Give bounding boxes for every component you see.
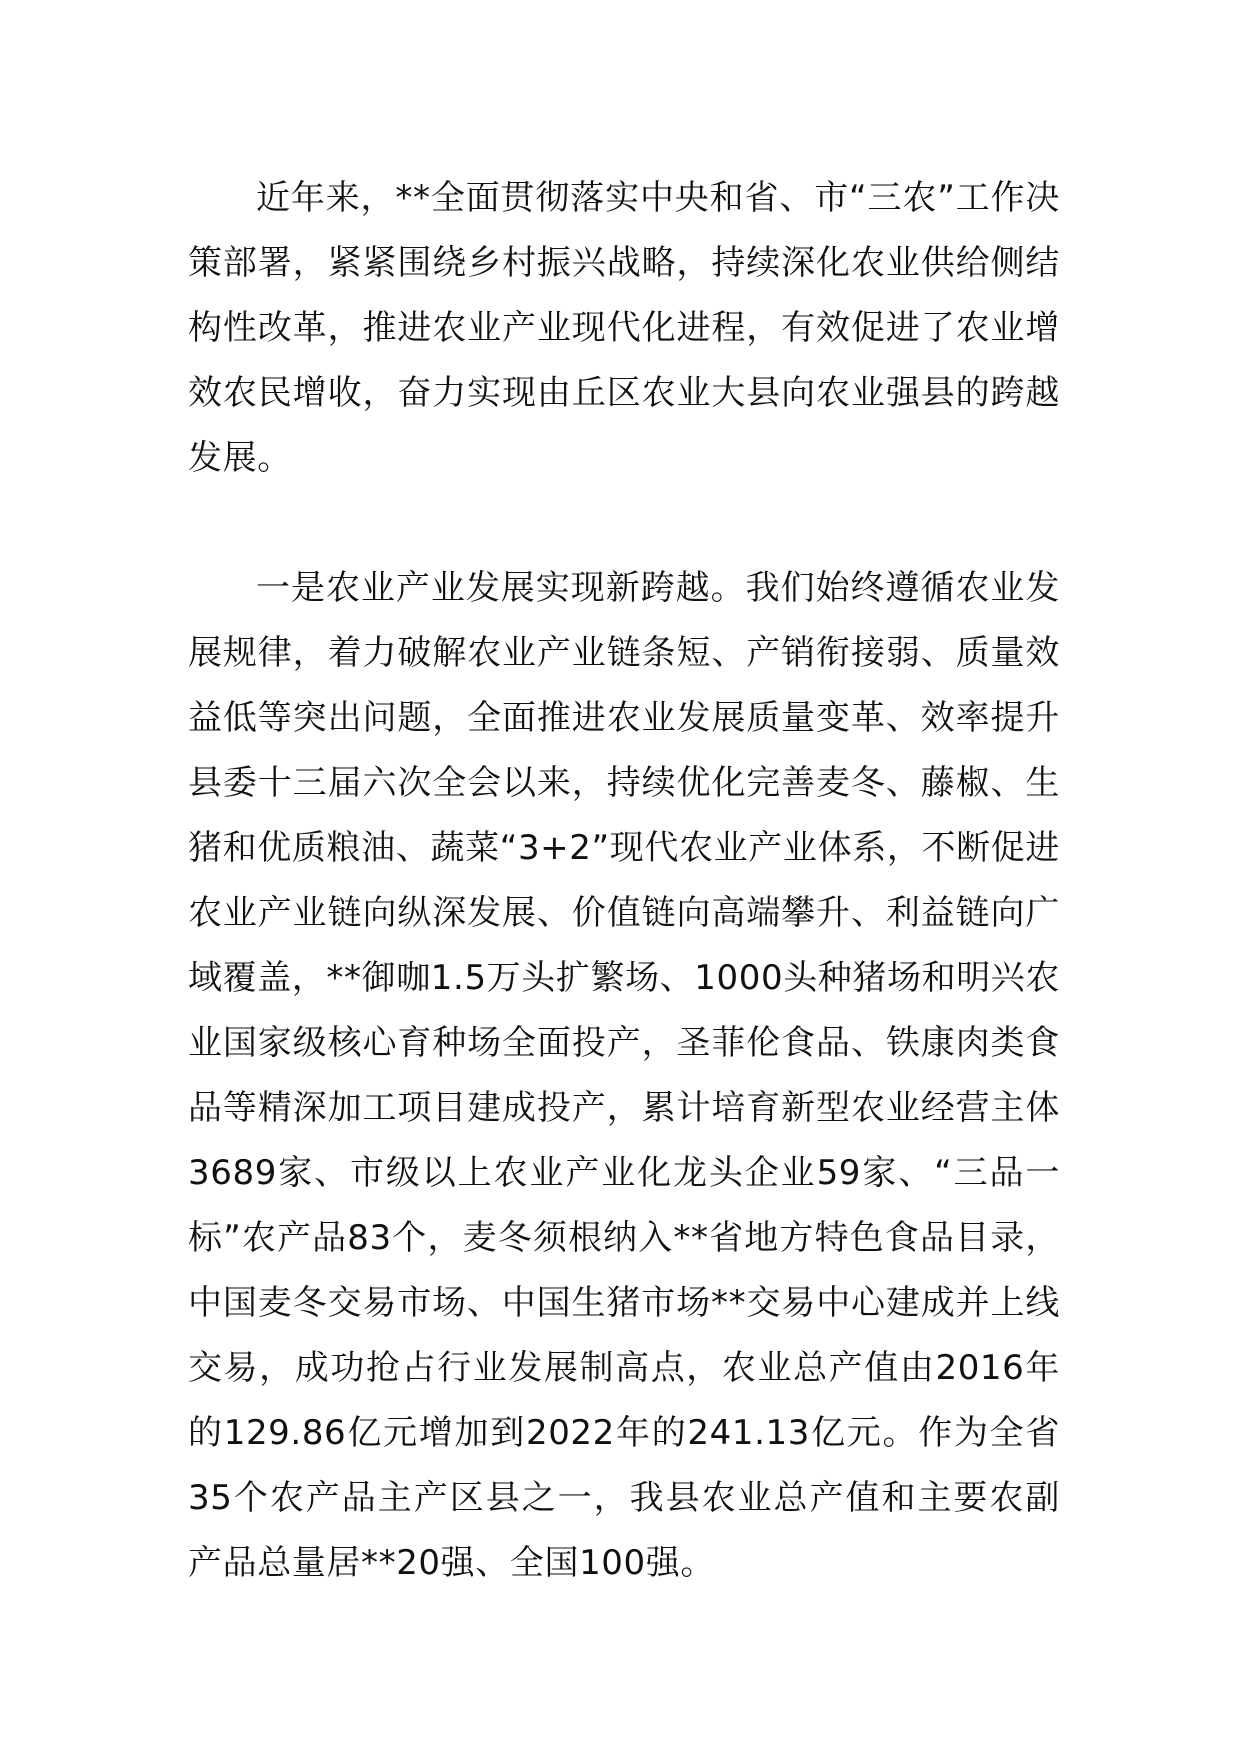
document-body <box>188 166 1060 1596</box>
intro-paragraph: 近年来，**全面贯彻落实中央和省、市“三农”工作决策部署，紧紧围绕乡村振兴战略，持续深化农业供给侧结构性改革，推进农业产业现代化进程，有效促进了农业增效农民增收，奋力实现由丘区农业大县向农业强县的跨越发展。 <box>188 178 1060 478</box>
section-one-paragraph: 一是农业产业发展实现新跨越。我们始终遵循农业发展规律，着力破解农业产业链条短、产销衔接弱、质量效益低等突出问题，全面推进农业发展质量变革、效率提升县委十三届六次全会以来，持续优化完善麦冬、藤椒、生猪和优质粮油、蔬菜“3+2”现代农业产业体系，不断促进农业产业链向纵深发展、价值链向高端攀升、利益链向广域覆盖，**御咖1.5万头扩繁场、1000头种猪场和明兴农业国家级核心育种场全面投产，圣菲伦食品、铁康肉类食品等精深加工项目建成投产，累计培育新型农业经营主体3689家、市级以上农业产业化龙头企业59家、“三品一标”农产品83个，麦冬须根纳入**省地方特色食品目录，中国麦冬交易市场、中国生猪市场**交易中心建成并上线交易，成功抢占行业发展制高点，农业总产值由2016年的129.86亿元增加到2022年的241.13亿元。作为全省35个农产品主产区县之一，我县农业总产值和主要农副产品总量居**20强、全国100强。 <box>188 568 1060 1583</box>
